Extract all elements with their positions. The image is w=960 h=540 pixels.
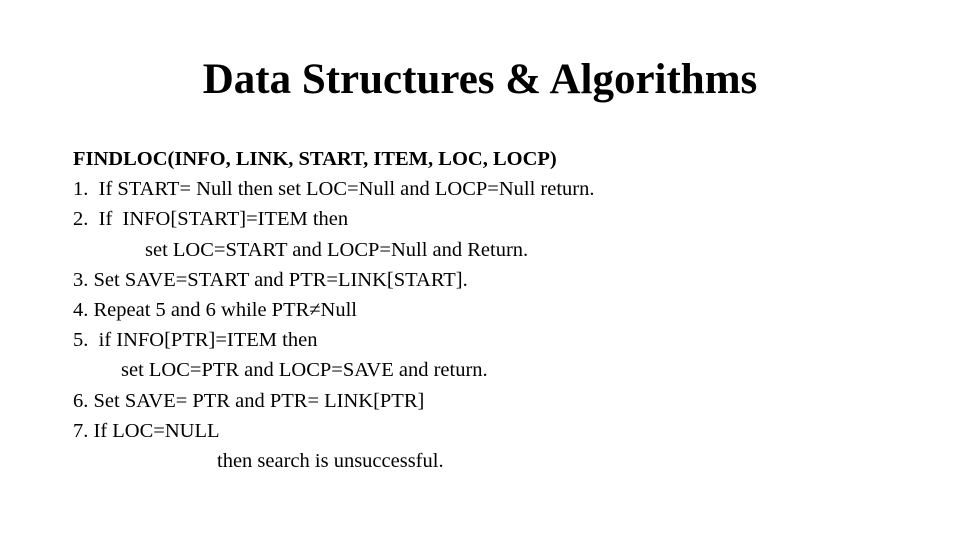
slide-title: Data Structures & Algorithms [202, 56, 758, 103]
procedure-signature: FINDLOC(INFO, LINK, START, ITEM, LOC, LOCP) [73, 148, 557, 170]
algorithm-step: 6. Set SAVE= PTR and PTR= LINK[PTR] [73, 389, 425, 412]
algorithm-step: 3. Set SAVE=START and PTR=LINK[START]. [73, 268, 468, 291]
algorithm-step-continuation: set LOC=PTR and LOCP=SAVE and return. [121, 359, 488, 382]
algorithm-step: 1. If START= Null then set LOC=Null and LOCP=Null return. [73, 178, 595, 201]
algorithm-step: 5. if INFO[PTR]=ITEM then [73, 329, 318, 352]
algorithm-step: 2. If INFO[START]=ITEM then [73, 208, 349, 231]
algorithm-step-continuation: set LOC=START and LOCP=Null and Return. [145, 238, 529, 261]
algorithm-step-continuation: then search is unsuccessful. [217, 449, 444, 472]
algorithm-step: 7. If LOC=NULL [73, 419, 220, 442]
algorithm-step: 4. Repeat 5 and 6 while PTR≠Null [73, 298, 357, 321]
algorithm-text [73, 144, 933, 476]
